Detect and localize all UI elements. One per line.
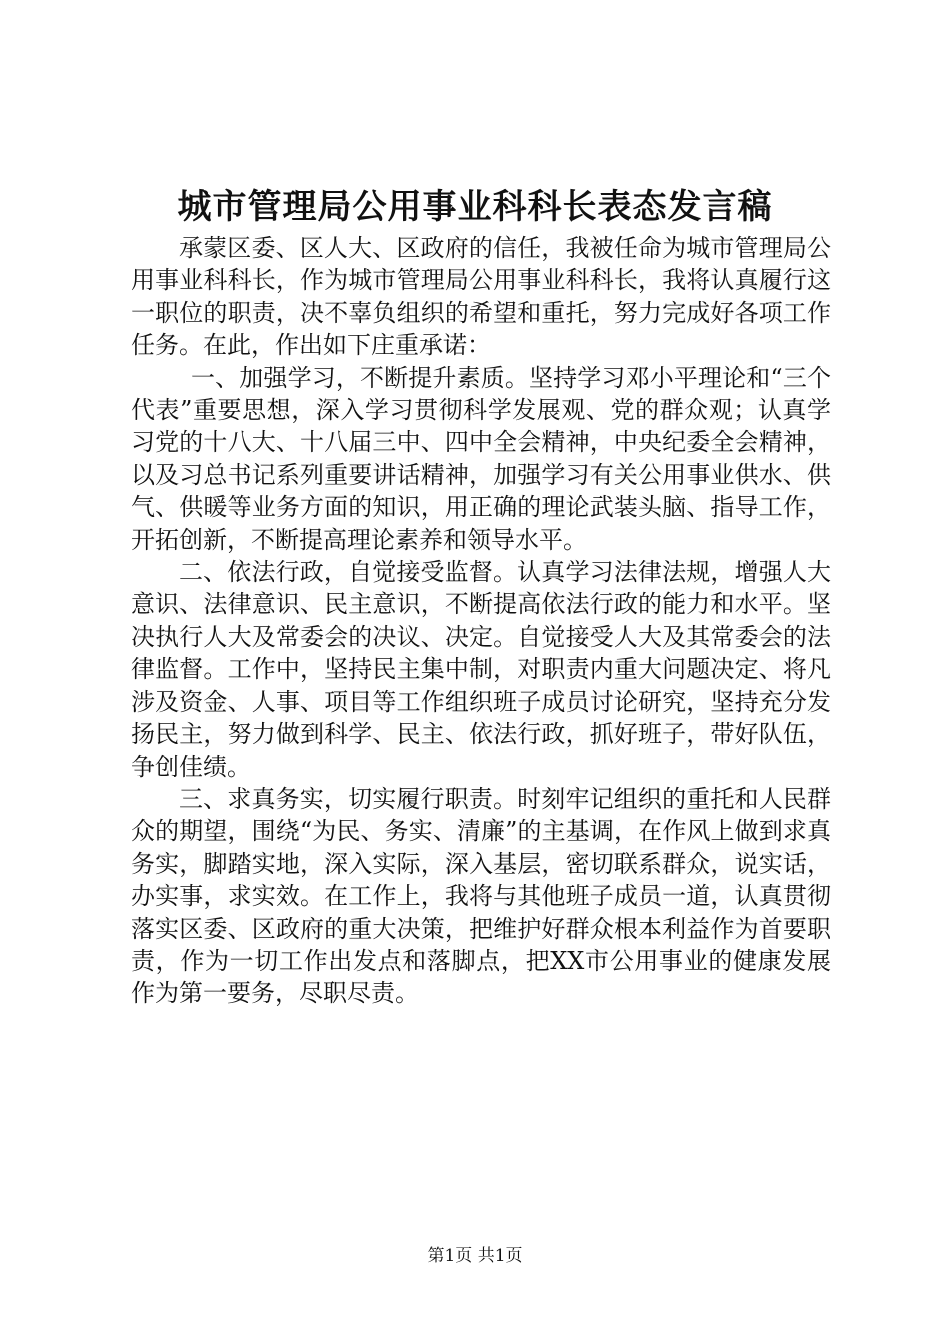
- section-paragraph-study: 一、加强学习，不断提升素质。坚持学习邓小平理论和“三个代表”重要思想，深入学习贯彻科学发展观、党的群众观；认真学习党的十八大、十八届三中、四中全会精神，中央纪委全会精神，以及习总书记系列重要讲话精神，加强学习有关公用事业供水、供气、供暖等业务方面的知识，用正确的理论武装头脑、指导工作，开拓创新，不断提高理论素养和领导水平。: [131, 363, 831, 554]
- section-paragraph-duty: 三、求真务实，切实履行职责。时刻牢记组织的重托和人民群众的期望，围绕“为民、务实、清廉”的主基调，在作风上做到求真务实，脚踏实地，深入实际，深入基层，密切联系群众，说实话，办实事，求实效。在工作上，我将与其他班子成员一道，认真贯彻落实区委、区政府的重大决策，把维护好群众根本利益作为首要职责，作为一切工作出发点和落脚点，把XX市公用事业的健康发展作为第一要务，尽职尽责。: [131, 784, 831, 1008]
- document-body: [131, 232, 831, 1010]
- page-footer: 第1页 共1页: [427, 1246, 523, 1266]
- document-title: 城市管理局公用事业科科长表态发言稿: [177, 187, 773, 227]
- section-paragraph-law: 二、依法行政，自觉接受监督。认真学习法律法规，增强人大意识、法律意识、民主意识，不断提高依法行政的能力和水平。坚决执行人大及常委会的决议、决定。自觉接受人大及其常委会的法律监督。工作中，坚持民主集中制，对职责内重大问题决定、将凡涉及资金、人事、项目等工作组织班子成员讨论研究，坚持充分发扬民主，努力做到科学、民主、依法行政，抓好班子，带好队伍，争创佳绩。: [131, 558, 831, 781]
- intro-paragraph: 承蒙区委、区人大、区政府的信任，我被任命为城市管理局公用事业科科长，作为城市管理局公用事业科科长，我将认真履行这一职位的职责，决不辜负组织的希望和重托，努力完成好各项工作任务。在此，作出如下庄重承诺：: [131, 234, 831, 360]
